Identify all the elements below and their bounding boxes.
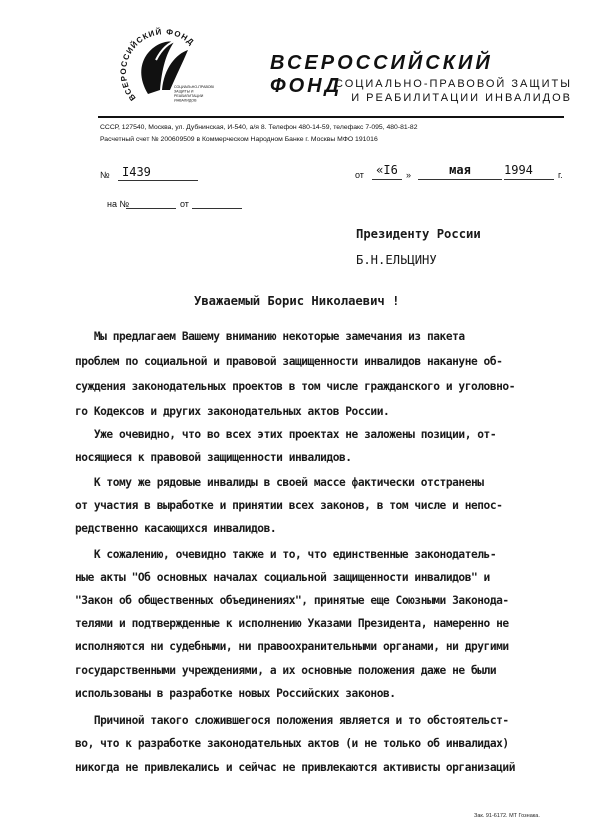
body-line: Причиной такого сложившегося положения является и то обстоятельст-: [75, 714, 509, 727]
body-line: проблем по социальной и правовой защищенности инвалидов накануне об-: [75, 355, 503, 368]
body-line: "Закон об общественных объединениях", принятые еще Союзными Законода-: [75, 594, 509, 607]
reference-number-blank: [126, 208, 176, 209]
date-year-suffix: г.: [558, 170, 563, 180]
body-line: редственно касающихся инвалидов.: [75, 522, 277, 535]
reference-from-label: от: [180, 199, 189, 209]
date-separator: »: [406, 170, 412, 180]
body-line: от участия в выработке и принятии всех законов, в том числе и непос-: [75, 499, 503, 512]
body-line: Мы предлагаем Вашему вниманию некоторые замечания из пакета: [75, 330, 465, 343]
body-line: Уже очевидно, что во всех этих проектах не заложены позиции, от-: [75, 428, 497, 441]
logo-inner-line-4: ИНВАЛИДОВ: [174, 98, 197, 103]
body-line: суждения законодательных проектов в том числе гражданского и уголовно-: [75, 380, 515, 393]
reference-date-blank: [192, 208, 242, 209]
body-line: во, что к разработке законодательных актов (и не только об инвалидах): [75, 737, 509, 750]
logo-inner-line-3: РЕАБИЛИТАЦИИ: [174, 94, 204, 98]
salutation: Уважаемый Борис Николаевич !: [194, 294, 400, 308]
body-line: никогда не привлекались и сейчас не привлекаются активисты организаций: [75, 761, 515, 774]
organization-subtitle-2: И РЕАБИЛИТАЦИИ ИНВАЛИДОВ: [351, 92, 572, 104]
body-line: ные акты "Об основных началах социальной защищенности инвалидов" и: [75, 571, 490, 584]
body-line: го Кодексов и других законодательных актов России.: [75, 405, 390, 418]
body-line: исполняются ни судебными, ни правоохранительными органами, ни другими: [75, 640, 509, 653]
address-line-1: СССР, 127540, Москва, ул. Дубнинская, И-540, а/я 8. Телефон 480-14-59, телефакс 7-095, 480-81-82: [100, 124, 418, 131]
body-line: К тому же рядовые инвалиды в своей массе фактически отстранены: [75, 476, 484, 489]
logo-inner-line-1: СОЦИАЛЬНО-ПРАВОВОЙ: [174, 85, 214, 89]
date-month: мая: [418, 163, 502, 180]
body-line: носящиеся к правовой защищенности инвалидов.: [75, 451, 352, 464]
body-line: использованы в разработке новых Российских законов.: [75, 687, 396, 700]
addressee-name: Б.Н.ЕЛЬЦИНУ: [356, 253, 437, 267]
date-from-label: от: [355, 170, 364, 180]
address-line-2: Расчетный счет № 200609509 в Коммерческом Народном Банке г. Москвы МФО 191016: [100, 136, 378, 143]
reference-number-label: на №: [107, 199, 130, 209]
organization-name: ВСЕРОССИЙСКИЙ ФОНД: [270, 52, 493, 97]
outgoing-number: I439: [118, 165, 198, 181]
addressee-title: Президенту России: [356, 227, 481, 241]
body-line: К сожалению, очевидно также и то, что единственные законодатель-: [75, 548, 497, 561]
outgoing-number-label: №: [100, 170, 110, 180]
logo-inner-line-2: ЗАЩИТЫ И: [174, 89, 194, 94]
date-year: 1994: [504, 163, 554, 180]
body-line: телями и подтвержденные к исполнению Указами Президента, намеренно не: [75, 617, 509, 630]
organization-subtitle-1: СОЦИАЛЬНО-ПРАВОВОЙ ЗАЩИТЫ: [335, 78, 572, 90]
printer-imprint: Зак. 91-6172. МТ Гознака.: [474, 813, 540, 819]
foundation-logo: [118, 20, 214, 116]
date-day: «I6: [372, 163, 402, 180]
logo-ring-text: ВСЕРОССИЙСКИЙ ФОНД: [118, 27, 197, 103]
letterhead-divider: [98, 116, 564, 118]
body-line: государственными учреждениями, а их основные положения даже не были: [75, 664, 497, 677]
